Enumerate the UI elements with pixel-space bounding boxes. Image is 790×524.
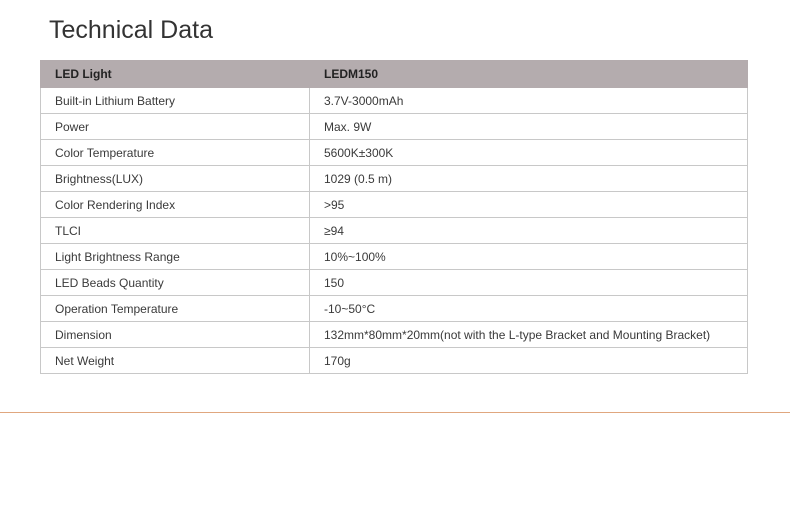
spec-value: 170g [310, 348, 748, 374]
spec-value: 132mm*80mm*20mm(not with the L-type Bracket and Mounting Bracket) [310, 322, 748, 348]
header-model-name: LEDM150 [310, 61, 748, 88]
spec-value: ≥94 [310, 218, 748, 244]
spec-name: TLCI [41, 218, 310, 244]
spec-name: Color Temperature [41, 140, 310, 166]
page-title: Technical Data [49, 16, 213, 44]
spec-value: >95 [310, 192, 748, 218]
spec-name: Built-in Lithium Battery [41, 88, 310, 114]
table-row [41, 270, 748, 296]
table-row [41, 348, 748, 374]
table-row [41, 244, 748, 270]
footer-divider [0, 412, 790, 413]
table-row [41, 296, 748, 322]
spec-value: 150 [310, 270, 748, 296]
table-row [41, 322, 748, 348]
spec-table [40, 60, 748, 374]
spec-value: -10~50°C [310, 296, 748, 322]
table-row [41, 88, 748, 114]
spec-name: Net Weight [41, 348, 310, 374]
spec-value: 10%~100% [310, 244, 748, 270]
spec-name: Brightness(LUX) [41, 166, 310, 192]
spec-name: Power [41, 114, 310, 140]
table-row [41, 114, 748, 140]
spec-value: 5600K±300K [310, 140, 748, 166]
spec-name: Dimension [41, 322, 310, 348]
spec-value: Max. 9W [310, 114, 748, 140]
spec-name: LED Beads Quantity [41, 270, 310, 296]
table-row [41, 192, 748, 218]
spec-name: Color Rendering Index [41, 192, 310, 218]
spec-name: Operation Temperature [41, 296, 310, 322]
spec-value: 3.7V-3000mAh [310, 88, 748, 114]
spec-name: Light Brightness Range [41, 244, 310, 270]
table-row [41, 166, 748, 192]
header-product-label: LED Light [41, 61, 310, 88]
table-row [41, 140, 748, 166]
table-row [41, 218, 748, 244]
spec-value: 1029 (0.5 m) [310, 166, 748, 192]
table-header-row [41, 61, 748, 88]
